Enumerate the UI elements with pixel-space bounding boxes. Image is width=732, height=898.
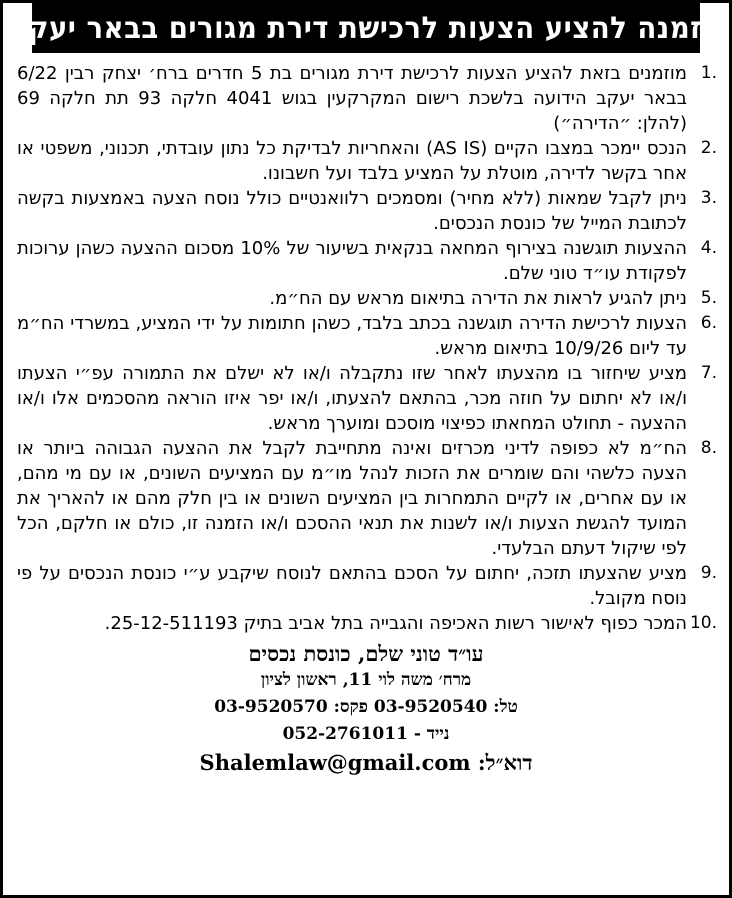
item-number: 4.	[700, 238, 717, 258]
item-text: המכר כפוף לאישור רשות האכיפה והגבייה בתל אביב בתיק 25-12-511193.	[104, 613, 687, 634]
notice-item	[17, 311, 717, 361]
notice-item	[17, 186, 717, 236]
office-address: מרח׳ משה לוי 11, ראשון לציון	[260, 670, 472, 690]
lawyer-name: עו״ד טוני שלם, כונסת נכסים	[248, 641, 484, 666]
notice-item	[17, 611, 717, 636]
notice-item	[17, 561, 717, 611]
tel-number: 03-9520540	[373, 697, 488, 717]
item-text: הצעות לרכישת הדירה תוגשנה בכתב בלבד, כשהן חתומות על ידי המציע, במשרדי הח״מ עד ליום 10/9/26 בתיאום מראש.	[17, 313, 687, 359]
notice-item	[17, 136, 717, 186]
item-number: 9.	[700, 563, 717, 583]
item-number: 7.	[700, 363, 717, 383]
mobile-number: 052-2761011	[282, 724, 408, 744]
item-number: 6.	[700, 313, 717, 333]
item-text: ניתן להגיע לראות את הדירה בתיאום מראש עם הח״מ.	[269, 288, 687, 309]
mobile-label: נייד -	[413, 724, 450, 744]
notice-item	[17, 236, 717, 286]
item-number: 2.	[700, 138, 717, 158]
notice-item	[17, 436, 717, 561]
email-line	[3, 748, 729, 777]
item-text: מוזמנים בזאת להציע הצעות לרכישת דירת מגורים בת 5 חדרים ברח׳ יצחק רבין 6/22 בבאר יעקב הידועה בלשכת רישום המקרקעין בגוש 4041 חלקה 93 תת חלקה 69 (להלן: ״הדירה״)	[17, 63, 687, 134]
fax-label: פקס:	[333, 697, 368, 717]
item-text: הנכס יימכר במצבו הקיים (AS IS) והאחריות לבדיקת כל נתון עובדתי, תכנוני, משפטי או אחר בקשר לדירה, מוטלת על המציע בלבד ועל חשבונו.	[17, 138, 687, 184]
item-number: 5.	[700, 288, 717, 308]
notice-item	[17, 286, 717, 311]
item-number: 8.	[700, 438, 717, 458]
tel-label: טל:	[493, 697, 518, 717]
item-text: הח״מ לא כפופה לדיני מכרזים ואינה מתחייבת לקבל את ההצעה הגבוהה ביותר או הצעה כלשהי והם שומרים את הזכות לנהל מו״מ עם המציעים השונים, או עם מי מהם, או עם אחרים, או לקיים התמחרות בין המציעים השונים או בין חלק מהם או להאריך את המועד להגשת הצעות ו/או לשנות את תנאי ההסכם ו/או הזמנה זו, כולם או חלקם, הכל לפי שיקול דעתם הבלעדי.	[17, 438, 687, 559]
item-text: מציע שיחזור בו מהצעתו לאחר שזו נתקבלה ו/או לא ישלם את התמורה עפ״י הצעתו ו/או לא יחתום על חוזה מכר, בהתאם להצעתו, ו/או יפר איזו הוראה מהסכמים אלו ו/או ההצעה - תחולט המחאתו כפיצוי מוסכם ומוערך מראש.	[17, 363, 687, 434]
item-text: ניתן לקבל שמאות (ללא מחיר) ומסמכים רלוואנטיים כולל נוסח הצעה באמצעות בקשה לכתובת המייל של כונסת הנכסים.	[17, 188, 687, 234]
fax-number: 03-9520570	[214, 697, 328, 717]
phone-fax-line	[3, 694, 729, 721]
signature-block	[3, 640, 729, 777]
item-text: מציע שהצעתו תזכה, יחתום על הסכם בהתאם לנוסח שיקבע ע״י כונסת הנכסים על פי נוסח מקובל.	[17, 563, 687, 609]
item-number: 10.	[689, 613, 717, 633]
notice-item	[17, 61, 717, 136]
item-number: 1.	[700, 63, 717, 83]
email-address[interactable]: Shalemlaw@gmail.com	[199, 750, 471, 775]
notice-item	[17, 361, 717, 436]
notice-items-list	[3, 61, 729, 636]
item-number: 3.	[700, 188, 717, 208]
notice-title: הזמנה להציע הצעות לרכישת דירת מגורים בבאר יעקב	[32, 3, 700, 53]
email-label: דוא״ל:	[477, 750, 533, 775]
item-text: ההצעות תוגשנה בצירוף המחאה בנקאית בשיעור של 10% מסכום ההצעה כשהן ערוכות לפקודת עו״ד טוני שלם.	[17, 238, 687, 284]
mobile-line	[3, 721, 729, 748]
